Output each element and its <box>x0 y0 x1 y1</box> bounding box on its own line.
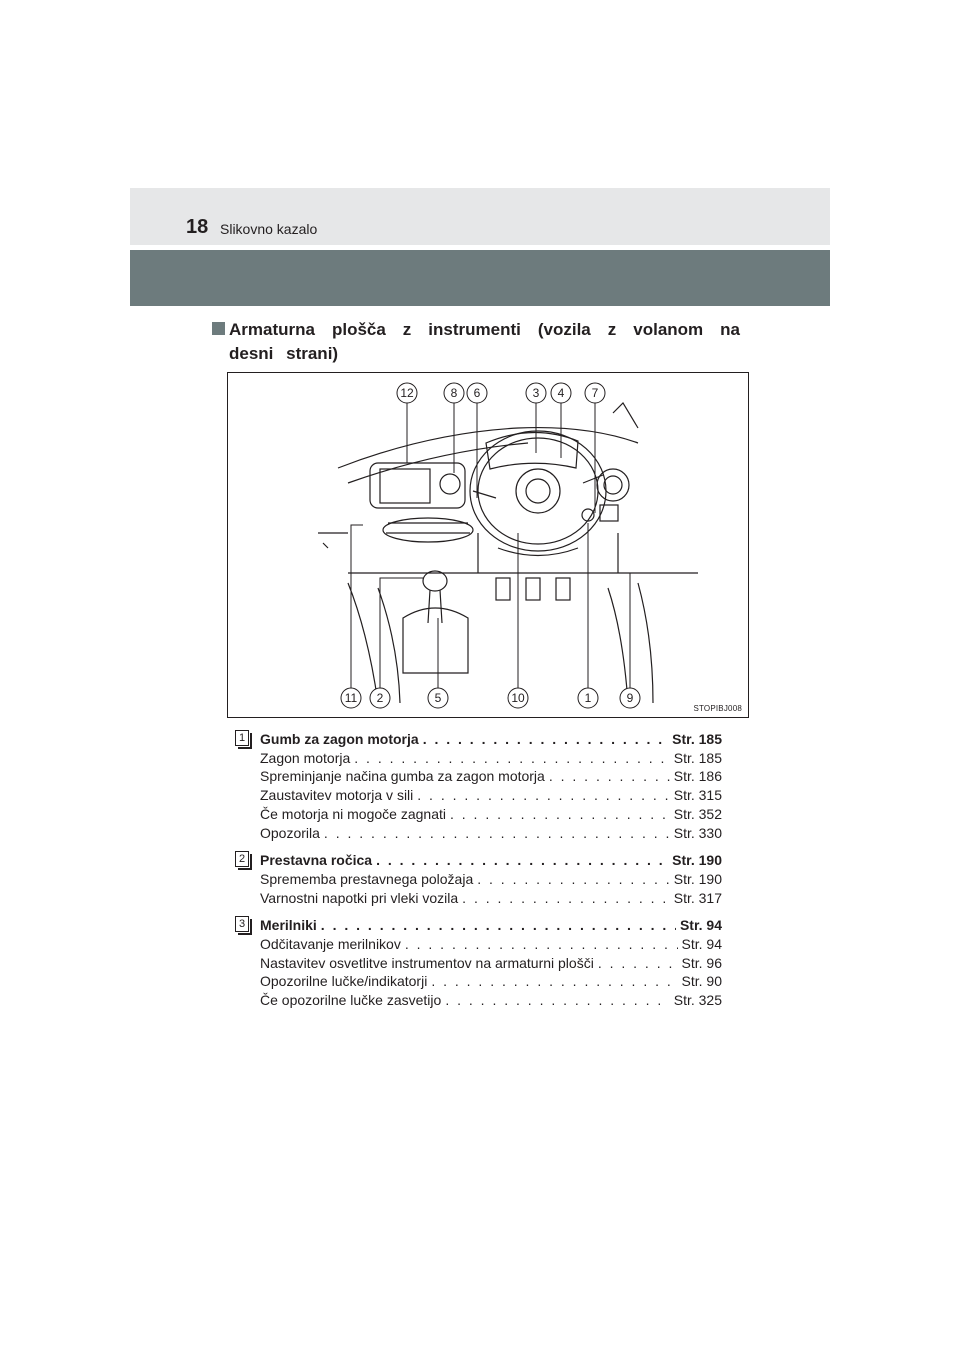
leader-dots <box>549 767 670 786</box>
entry-title: Prestavna ročica <box>260 852 373 869</box>
callout-label: 3 <box>532 386 540 400</box>
sub-item[interactable] <box>260 805 722 824</box>
page-reference: Str. 185 <box>672 731 722 747</box>
entry-list <box>235 730 722 1019</box>
sub-item-label: Če motorja ni mogoče zagnati <box>260 805 446 822</box>
sub-item-label: Sprememba prestavnega položaja <box>260 870 474 887</box>
leader-dots <box>423 730 668 749</box>
entry-3 <box>235 916 722 1010</box>
sub-item[interactable] <box>260 749 722 768</box>
sub-item-label: Zagon motorja <box>260 749 351 766</box>
leader-dots <box>324 824 670 843</box>
page-reference: Str. 186 <box>673 768 722 785</box>
sub-item[interactable] <box>260 824 722 843</box>
dashboard-drawing <box>228 373 748 717</box>
entry-number-badge: 3 <box>235 916 249 932</box>
callout-label: 12 <box>400 386 414 400</box>
page-reference: Str. 317 <box>673 889 722 906</box>
figure-code: STOPIBJ008 <box>693 704 742 713</box>
page-reference: Str. 96 <box>681 954 722 971</box>
leader-dots <box>376 851 668 870</box>
sub-item-label: Opozorila <box>260 824 320 841</box>
leader-dots <box>405 935 678 954</box>
sub-item[interactable] <box>260 870 722 889</box>
leader-dots <box>354 749 669 768</box>
callouts-bottom <box>341 688 640 708</box>
callout-label: 2 <box>376 691 384 705</box>
page-reference: Str. 315 <box>673 787 722 804</box>
page-reference: Str. 94 <box>681 936 722 953</box>
sub-item[interactable] <box>260 935 722 954</box>
entry-1 <box>235 730 722 842</box>
callout-label: 6 <box>473 386 481 400</box>
entry-title-line[interactable] <box>260 851 722 870</box>
header-title-band <box>130 250 830 306</box>
callout-label: 9 <box>626 691 634 705</box>
section-name: Slikovno kazalo <box>220 221 318 237</box>
page-reference: Str. 190 <box>672 852 722 869</box>
sub-item-label: Nastavitev osvetlitve instrumentov na armaturni plošči <box>260 954 594 971</box>
sub-item-label: Varnostni napotki pri vleki vozila <box>260 889 459 906</box>
sub-item[interactable] <box>260 972 722 991</box>
callout-label: 11 <box>344 691 358 705</box>
leader-dots <box>321 916 676 935</box>
sub-item[interactable] <box>260 786 722 805</box>
leader-dots <box>445 991 669 1010</box>
callout-label: 8 <box>450 386 458 400</box>
sub-item-label: Opozorilne lučke/indikatorji <box>260 973 428 990</box>
callout-label: 10 <box>511 691 525 705</box>
entry-number-badge: 2 <box>235 851 249 867</box>
leader-dots <box>417 786 669 805</box>
page-reference: Str. 352 <box>673 805 722 822</box>
leader-dots <box>462 889 670 908</box>
sub-item[interactable] <box>260 954 722 973</box>
sub-item[interactable] <box>260 767 722 786</box>
callout-label: 4 <box>557 386 565 400</box>
callout-label: 1 <box>584 691 592 705</box>
entry-title-line[interactable] <box>260 730 722 749</box>
entry-title: Gumb za zagon motorja <box>260 731 419 747</box>
leader-dots <box>431 972 677 991</box>
callout-label: 7 <box>591 386 599 400</box>
sub-item[interactable] <box>260 991 722 1010</box>
entry-title-line[interactable] <box>260 916 722 935</box>
page-reference: Str. 94 <box>679 917 722 934</box>
sub-item-label: Odčitavanje merilnikov <box>260 936 401 953</box>
entry-number-badge: 1 <box>235 730 249 746</box>
page-reference: Str. 325 <box>673 992 722 1009</box>
sub-item-label: Zaustavitev motorja v sili <box>260 787 414 804</box>
callout-label: 5 <box>434 691 442 705</box>
leader-dots <box>477 870 669 889</box>
page-reference: Str. 185 <box>673 749 722 766</box>
entry-title: Merilniki <box>260 917 317 934</box>
leader-dots <box>450 805 670 824</box>
leader-dots <box>598 954 678 973</box>
page-reference: Str. 330 <box>673 824 722 841</box>
sub-item-label: Spreminjanje načina gumba za zagon motorja <box>260 768 545 785</box>
section-title-text: Armaturna plošča z instrumenti (vozila z volanom na desni strani) <box>229 320 740 363</box>
page-reference: Str. 190 <box>673 870 722 887</box>
dashboard-illustration <box>227 372 749 718</box>
page-reference: Str. 90 <box>681 973 722 990</box>
section-title <box>212 318 740 366</box>
page-number: 18 <box>186 216 209 238</box>
sub-item[interactable] <box>260 889 722 908</box>
section-square-icon <box>212 322 225 335</box>
entry-2 <box>235 851 722 907</box>
callouts-top <box>397 383 605 403</box>
sub-item-label: Če opozorilne lučke zasvetijo <box>260 992 442 1009</box>
